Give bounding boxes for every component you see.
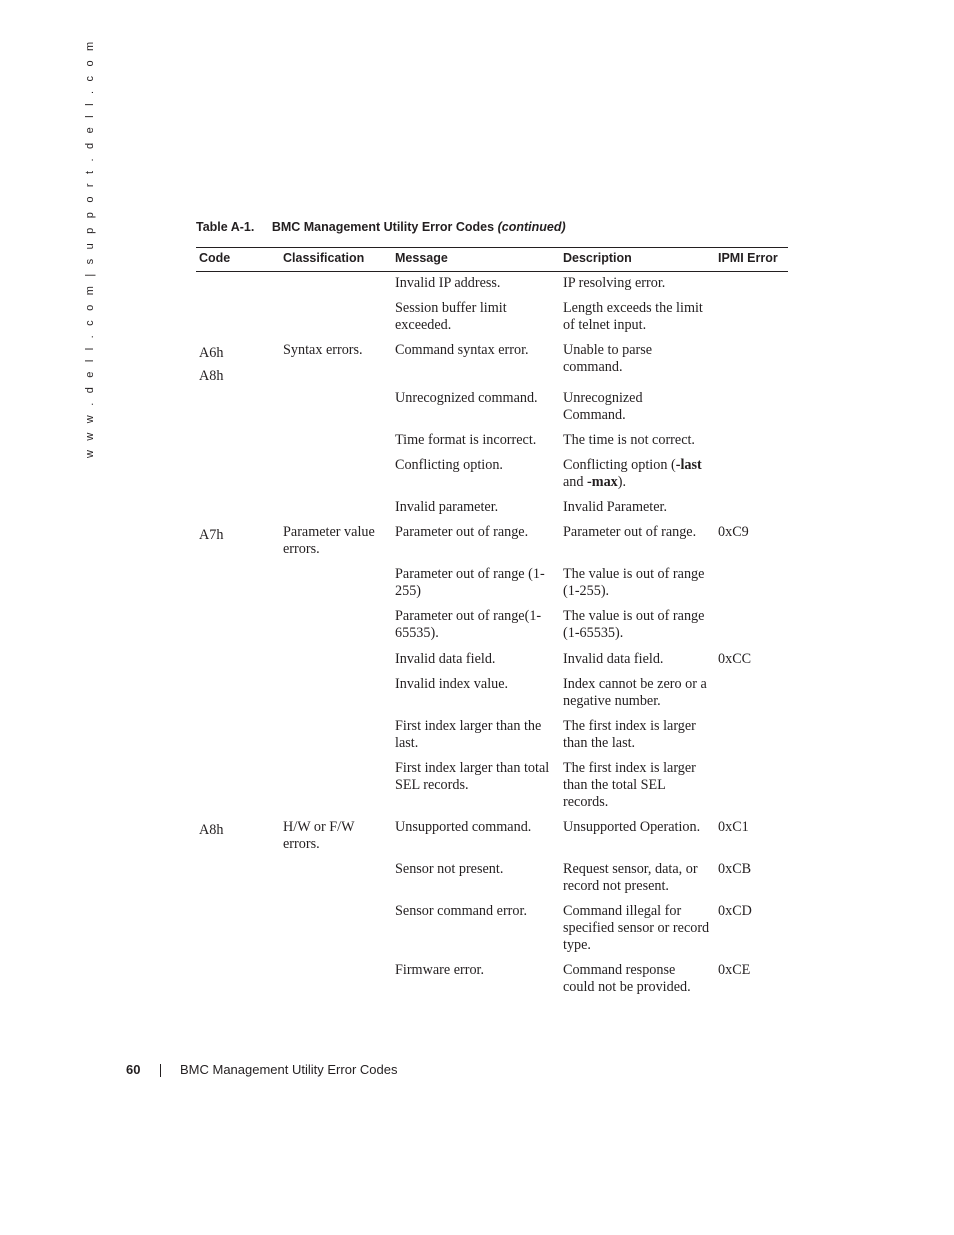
cell-code: A7h xyxy=(199,527,224,543)
header-ipmi-error: IPMI Error xyxy=(718,251,778,265)
cell-description: The time is not correct. xyxy=(563,432,695,448)
cell-description: Length exceeds the limit of telnet input. xyxy=(563,300,703,334)
cell-ipmi-error: 0xC1 xyxy=(718,819,749,835)
cell-description: The first index is larger than the total SEL records. xyxy=(563,760,696,811)
cell-message: Invalid parameter. xyxy=(395,499,499,515)
table-top-rule xyxy=(196,247,788,248)
cell-description: Invalid Parameter. xyxy=(563,499,668,515)
cell-classification: Syntax errors. xyxy=(283,342,363,358)
cell-message: Sensor not present. xyxy=(395,861,504,877)
cell-ipmi-error: 0xC9 xyxy=(718,524,749,540)
table-title: BMC Management Utility Error Codes xyxy=(271,220,495,234)
cell-message: Parameter out of range(1- 65535). xyxy=(395,608,542,642)
header-message: Message xyxy=(395,251,448,265)
cell-message: Unrecognized command. xyxy=(395,390,538,406)
cell-message: Parameter out of range. xyxy=(395,524,529,540)
cell-message: Session buffer limit exceeded. xyxy=(395,300,507,334)
cell-message: Invalid data field. xyxy=(395,651,496,667)
cell-ipmi-error: 0xCC xyxy=(718,651,752,667)
cell-message: Unsupported command. xyxy=(395,819,532,835)
cell-description: Command response could not be provided. xyxy=(563,962,691,996)
cell-description: Conflicting option (-last and -max). xyxy=(563,457,702,491)
cell-description: IP resolving error. xyxy=(563,275,666,291)
cell-ipmi-error: 0xCE xyxy=(718,962,751,978)
cell-message: Firmware error. xyxy=(395,962,485,978)
cell-ipmi-error: 0xCD xyxy=(718,903,752,919)
header-classification: Classification xyxy=(283,251,365,265)
cell-message: Invalid index value. xyxy=(395,676,509,692)
cell-description: The first index is larger than the last. xyxy=(563,718,696,752)
side-url: w w w . d e l l . c o m | s u p p o r t . d e l l . c o m xyxy=(84,38,96,458)
table-caption xyxy=(196,220,566,234)
cell-description: Invalid data field. xyxy=(563,651,664,667)
cell-code: A6h A8h xyxy=(199,345,224,384)
cell-description: Command illegal for specified sensor or record type. xyxy=(563,903,710,954)
cell-code: A8h xyxy=(199,822,224,838)
cell-message: Invalid IP address. xyxy=(395,275,501,291)
cell-message: First index larger than total SEL records. xyxy=(395,760,550,794)
page-number: 60 xyxy=(126,1062,141,1077)
table-number: Table A-1. xyxy=(196,220,255,234)
cell-classification: Parameter value errors. xyxy=(283,524,375,558)
cell-classification: H/W or F/W errors. xyxy=(283,819,355,853)
cell-message: Parameter out of range (1- 255) xyxy=(395,566,545,600)
cell-description: Request sensor, data, or record not present. xyxy=(563,861,698,895)
table-title-suffix: (continued) xyxy=(497,220,566,234)
header-code: Code xyxy=(199,251,231,265)
cell-ipmi-error: 0xCB xyxy=(718,861,752,877)
cell-message: First index larger than the last. xyxy=(395,718,542,752)
cell-description: Unable to parse command. xyxy=(563,342,653,376)
cell-description: The value is out of range (1-255). xyxy=(563,566,705,600)
cell-message: Time format is incorrect. xyxy=(395,432,537,448)
footer-separator xyxy=(160,1064,161,1077)
cell-description: The value is out of range (1-65535). xyxy=(563,608,705,642)
header-description: Description xyxy=(563,251,632,265)
cell-message: Conflicting option. xyxy=(395,457,503,473)
table-header-rule xyxy=(196,271,788,272)
cell-description: Unrecognized Command. xyxy=(563,390,643,424)
footer-title: BMC Management Utility Error Codes xyxy=(180,1062,398,1077)
cell-message: Command syntax error. xyxy=(395,342,529,358)
cell-message: Sensor command error. xyxy=(395,903,527,919)
cell-description: Unsupported Operation. xyxy=(563,819,701,835)
cell-description: Index cannot be zero or a negative number. xyxy=(563,676,707,710)
cell-description: Parameter out of range. xyxy=(563,524,697,540)
